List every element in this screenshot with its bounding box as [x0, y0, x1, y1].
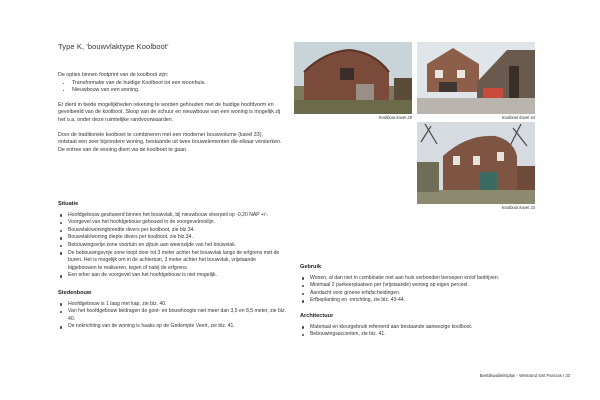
list-item: Bebouwingsaccenten, zie blz. 41. [310, 331, 532, 339]
page-footer: Beeldkwaliteitsplan - Westrand Sint Pancras I 33 [479, 373, 570, 378]
photo-koolboot-kavel-33 [417, 122, 535, 204]
stedenbouw-heading: Stedenbouw [58, 289, 92, 296]
list-item: Materiaal en kleurgebruik refereerd aan bestaande aanwezige koolboot. [310, 324, 532, 332]
situatie-heading: Situatie [58, 201, 79, 207]
left-column [58, 201, 286, 331]
options-heading: De opties binnen footprint van de koolboot zijn: [58, 72, 169, 78]
photo-koolboet-kavel-44 [417, 42, 535, 114]
gebruik-heading: Gebruik [300, 264, 322, 270]
right-column [300, 264, 532, 339]
list-item: Minimaal 2 parkeerplaatsen per (vrijstaande) woning op eigen perceel. [310, 282, 532, 290]
intro-paragraph-2: Door de traditionele koolboet te combineren met een moderner bouwvolume (kavel 33), ontstaat een zeer bijzondere woning, bestaande uit twee bouwelementen die elkaar versterken. De entree van de woning dient via de koolboet te gaan. [58, 131, 282, 153]
list-item: De bebouwingsvrije zone loopt door tot 3 meter achter het bouwvlak langs de erfgrens met de buren. Het is mogelijk om in de achtertuin, 3 meter achter het bouwvlak, vrijstaande bijgebouwen te realiseren, tegen of nabij de erfgrens. [68, 250, 286, 273]
list-item: Van het hoofdgebouw bedragen de goot- en bouwhoogte niet meer dan 3,5 en 8,5 meter, zie blz. 40. [68, 308, 286, 322]
architectuur-heading: Architectuur [300, 312, 334, 319]
list-item: • Transformatie van de huidige Koolboot tot een woonhuis. [72, 80, 283, 88]
intro-paragraph-1: Er dient in beide mogelijkheden rekening te worden gehouden met de huidige hoofdvorm en gevelbeeld van de koolboot. Sloop van de schuur en nieuwbouw van een woning is mogelijk zij het o.a. onder deze ruimtelijke randvoorwaarden. [58, 101, 281, 123]
list-item: Wonen, al dan niet in combinatie met aan huis verbonden beroepen en/of bedrijven. [310, 275, 532, 283]
situatie-list [58, 212, 286, 280]
photo-caption: Koolboet kavel 44 [501, 115, 535, 120]
list-item: Bouwvlak/woning diepte divers per koolboot, zie blz.34. [68, 234, 286, 242]
photo-koolboot-kavel-29 [294, 42, 412, 114]
gebruik-list [300, 275, 532, 305]
list-item: Aandacht voor groene erfafscheidingen. [310, 290, 532, 298]
architectuur-list [300, 324, 532, 339]
page-title: Type K, 'bouwvlaktype Koolboot' [58, 42, 169, 51]
list-item: Hoofdgebouw gesitueerd binnen het bouwvlak, bij nieuwbouw vloerpeil op -0,20 NAP +/-. [68, 212, 286, 220]
photo-caption: Koolboot kavel 29 [378, 115, 412, 120]
options-list [58, 80, 283, 95]
list-item: Voorgevel van het hoofdgebouw gebouwd in de voorgevelrooilijn. [68, 219, 286, 227]
list-item: Een erker aan de voorgevel van het hoofdgebouw is niet mogelijk. [68, 272, 286, 280]
stedenbouw-list [58, 301, 286, 331]
list-item: Bouwvlak/woningbreedte divers per koolboot, zie blz.34. [68, 227, 286, 235]
list-item: Hoofdgebouw is 1 laag met kap, zie blz. 40. [68, 301, 286, 309]
list-item: Erfbeplanting en -inrichting, zie blz. 43-44. [310, 297, 532, 305]
intro-section [58, 72, 283, 161]
list-item: Bebouwingsvrije zone voortuin en zijtuin aan weerszijde van het bouwvlak. [68, 242, 286, 250]
list-item: • Nieuwbouw van een woning. [72, 87, 283, 95]
list-item: De nokrichting van de woning is haaks op de Gedempte Veert, zie blz. 41. [68, 323, 286, 331]
photo-caption: Koolboot kavel 33 [501, 205, 535, 210]
